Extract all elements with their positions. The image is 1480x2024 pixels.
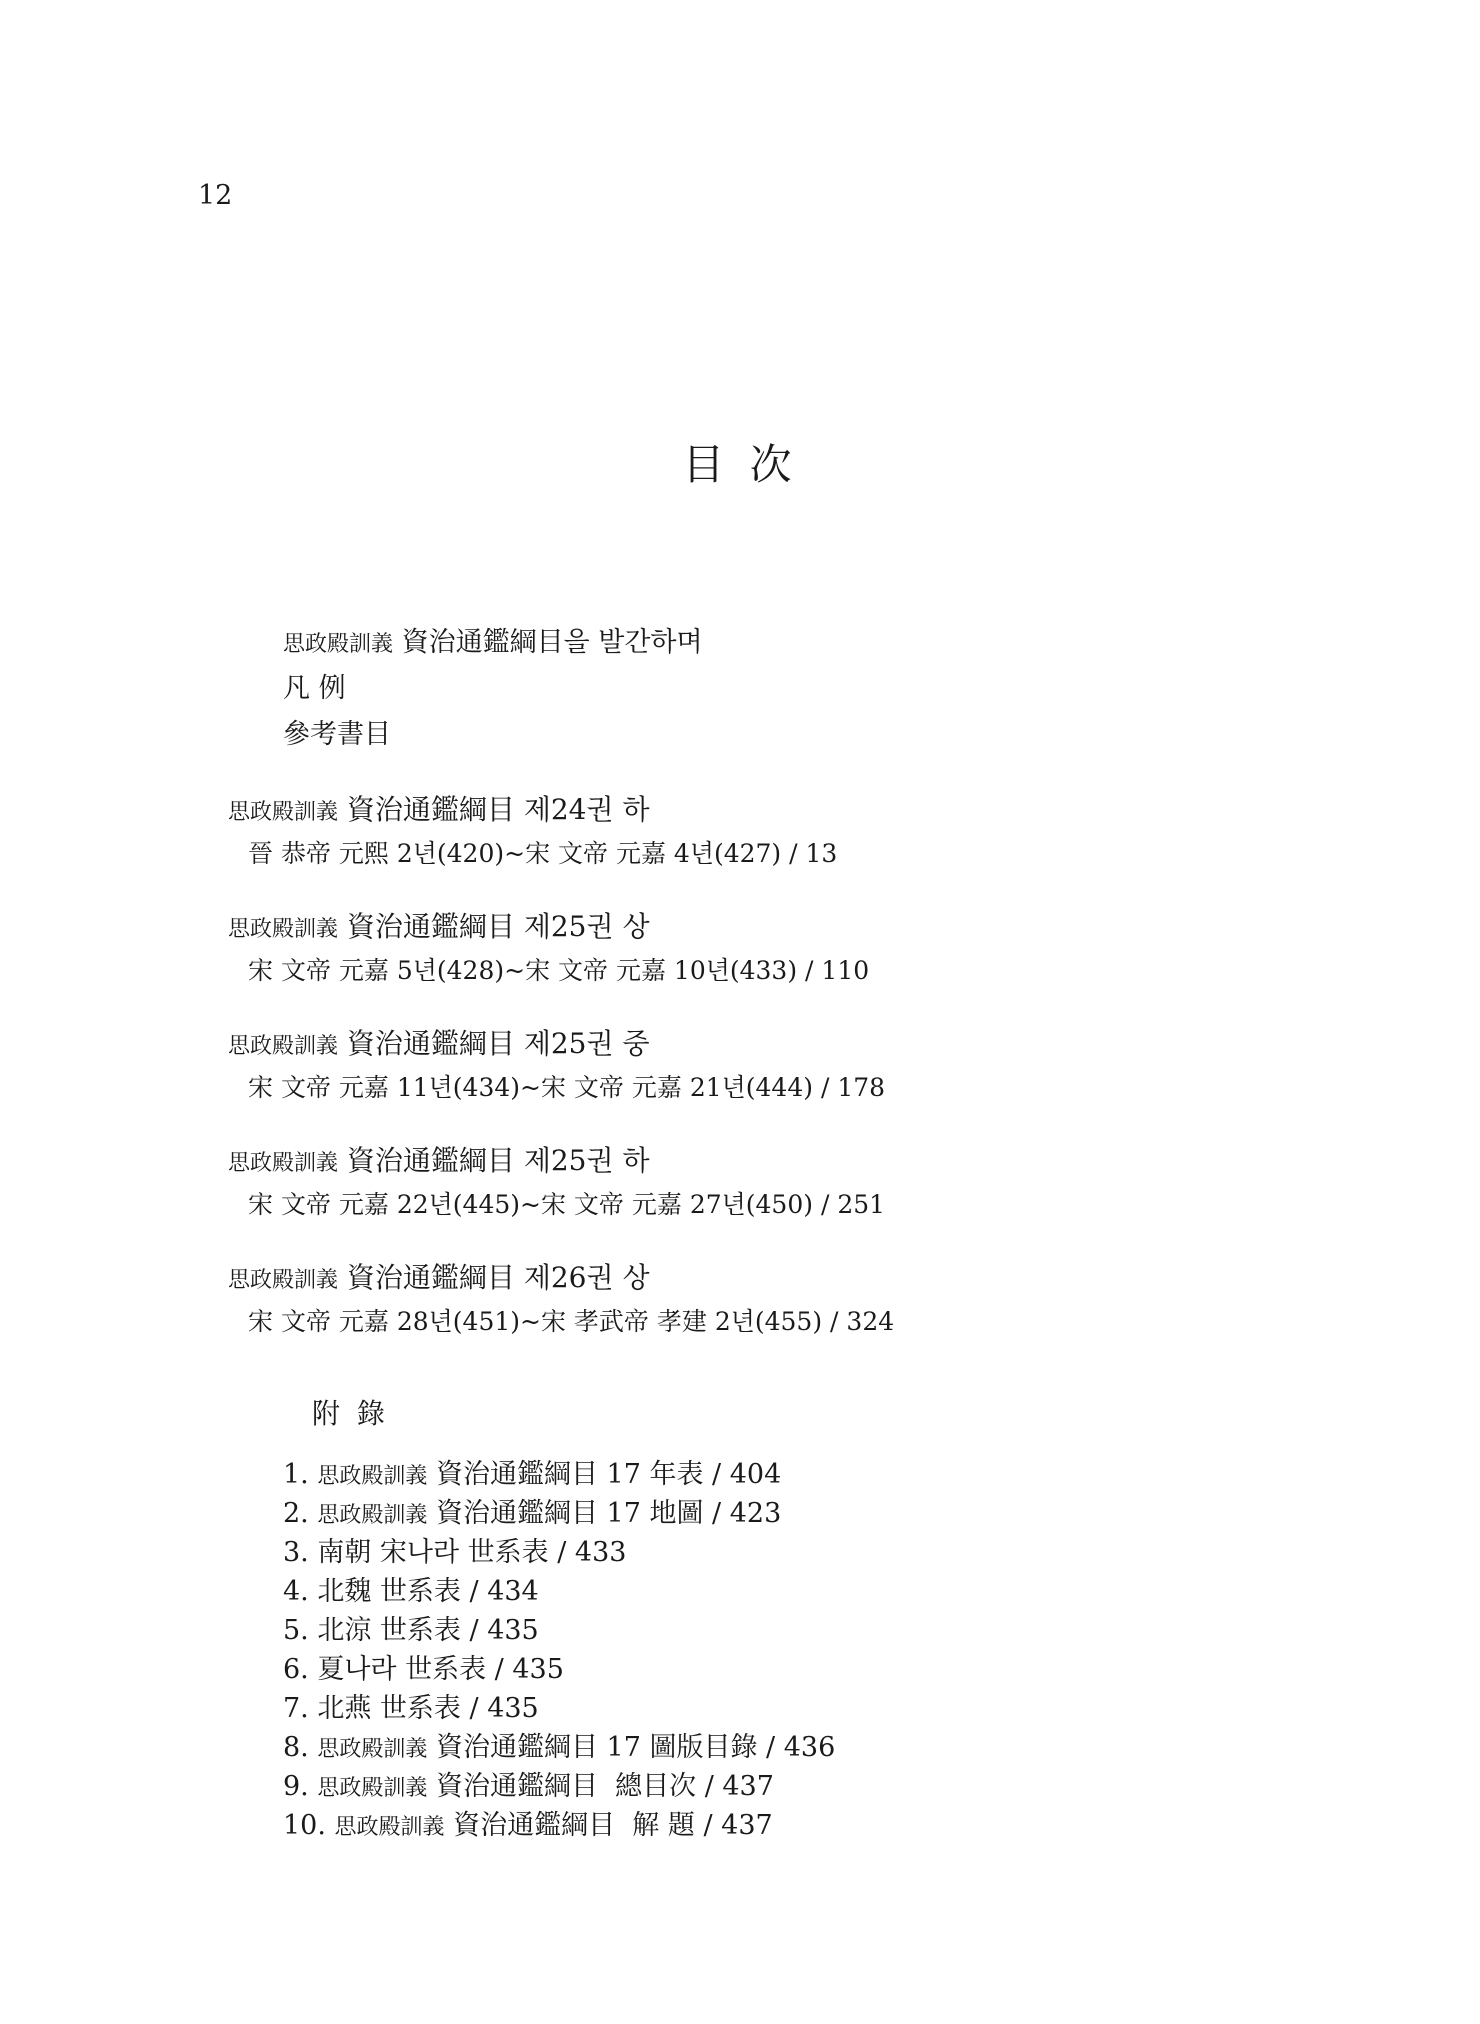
volume-title: 資治通鑑綱目 제25권 하 bbox=[338, 1144, 650, 1177]
item-prefix: 思政殿訓義 bbox=[283, 632, 394, 657]
volume-prefix: 思政殿訓義 bbox=[228, 1268, 339, 1293]
item-number: 9. bbox=[283, 1771, 318, 1802]
item-number: 3. bbox=[283, 1537, 318, 1568]
volume-prefix: 思政殿訓義 bbox=[228, 917, 339, 942]
item-prefix: 思政殿訓義 bbox=[334, 1815, 445, 1840]
item-number: 7. bbox=[283, 1693, 318, 1724]
item-text: 北涼 世系表 / 435 bbox=[317, 1615, 539, 1646]
item-prefix: 思政殿訓義 bbox=[317, 1464, 428, 1489]
volume-entry bbox=[228, 903, 869, 991]
volume-title: 資治通鑑綱目 제25권 상 bbox=[338, 910, 650, 943]
volume-prefix: 思政殿訓義 bbox=[228, 1151, 339, 1176]
volume-range: 宋 文帝 元嘉 22년(445)~宋 文帝 元嘉 27년(450) / 251 bbox=[248, 1190, 886, 1219]
item-text: 資治通鑑綱目을 발간하며 bbox=[393, 627, 703, 658]
volume-heading bbox=[228, 1254, 894, 1302]
item-text: 北魏 世系表 / 434 bbox=[317, 1576, 539, 1607]
volume-entry bbox=[228, 1137, 885, 1225]
volume-range: 宋 文帝 元嘉 28년(451)~宋 孝武帝 孝建 2년(455) / 324 bbox=[248, 1307, 895, 1336]
volume-title: 資治通鑑綱目 제26권 상 bbox=[338, 1261, 650, 1294]
page-number: 12 bbox=[198, 180, 233, 211]
item-prefix: 思政殿訓義 bbox=[317, 1503, 428, 1528]
volume-heading bbox=[228, 786, 837, 834]
front-matter-list bbox=[283, 620, 703, 758]
volume-entry bbox=[228, 1020, 885, 1108]
appendix-item bbox=[283, 1611, 835, 1650]
appendix-item bbox=[283, 1494, 835, 1533]
item-text: 參考書目 bbox=[283, 719, 391, 750]
volume-range: 宋 文帝 元嘉 5년(428)~宋 文帝 元嘉 10년(433) / 110 bbox=[248, 956, 870, 985]
item-text: 資治通鑑綱目 17 年表 / 404 bbox=[427, 1459, 782, 1490]
volume-entry bbox=[228, 786, 837, 874]
item-prefix: 思政殿訓義 bbox=[317, 1737, 428, 1762]
item-text: 資治通鑑綱目 17 圖版目錄 / 436 bbox=[427, 1732, 836, 1763]
item-number: 6. bbox=[283, 1654, 318, 1685]
item-number: 2. bbox=[283, 1498, 318, 1529]
volume-prefix: 思政殿訓義 bbox=[228, 800, 339, 825]
item-number: 8. bbox=[283, 1732, 318, 1763]
volume-heading bbox=[228, 1137, 885, 1185]
appendix-item bbox=[283, 1572, 835, 1611]
appendix-item bbox=[283, 1533, 835, 1572]
appendix-item bbox=[283, 1689, 835, 1728]
appendix-item bbox=[283, 1455, 835, 1494]
item-text: 夏나라 世系表 / 435 bbox=[317, 1654, 564, 1685]
front-matter-item bbox=[283, 620, 703, 666]
item-text: 北燕 世系表 / 435 bbox=[317, 1693, 539, 1724]
volume-title: 資治通鑑綱目 제24권 하 bbox=[338, 793, 650, 826]
item-text: 資治通鑑綱目 解 題 / 437 bbox=[444, 1810, 773, 1841]
appendix-item bbox=[283, 1650, 835, 1689]
volume-range: 宋 文帝 元嘉 11년(434)~宋 文帝 元嘉 21년(444) / 178 bbox=[248, 1073, 886, 1102]
item-text: 凡 例 bbox=[283, 673, 346, 704]
appendix-title: 附 錄 bbox=[312, 1397, 389, 1430]
volume-heading bbox=[228, 1020, 885, 1068]
volume-range: 晉 恭帝 元熙 2년(420)~宋 文帝 元嘉 4년(427) / 13 bbox=[248, 839, 838, 868]
front-matter-item bbox=[283, 666, 703, 712]
volume-title: 資治通鑑綱目 제25권 중 bbox=[338, 1027, 650, 1060]
item-prefix: 思政殿訓義 bbox=[317, 1776, 428, 1801]
item-number: 5. bbox=[283, 1615, 318, 1646]
item-text: 南朝 宋나라 世系表 / 433 bbox=[317, 1537, 627, 1568]
appendix-list bbox=[283, 1455, 835, 1845]
item-text: 資治通鑑綱目 總目次 / 437 bbox=[427, 1771, 774, 1802]
volume-entry bbox=[228, 1254, 894, 1342]
volume-heading bbox=[228, 903, 869, 951]
volume-prefix: 思政殿訓義 bbox=[228, 1034, 339, 1059]
item-number: 1. bbox=[283, 1459, 318, 1490]
page-title: 目 次 bbox=[682, 440, 798, 489]
item-number: 4. bbox=[283, 1576, 318, 1607]
item-text: 資治通鑑綱目 17 地圖 / 423 bbox=[427, 1498, 782, 1529]
front-matter-item bbox=[283, 712, 703, 758]
item-number: 10. bbox=[283, 1810, 335, 1841]
appendix-item bbox=[283, 1728, 835, 1767]
appendix-item bbox=[283, 1806, 835, 1845]
appendix-item bbox=[283, 1767, 835, 1806]
